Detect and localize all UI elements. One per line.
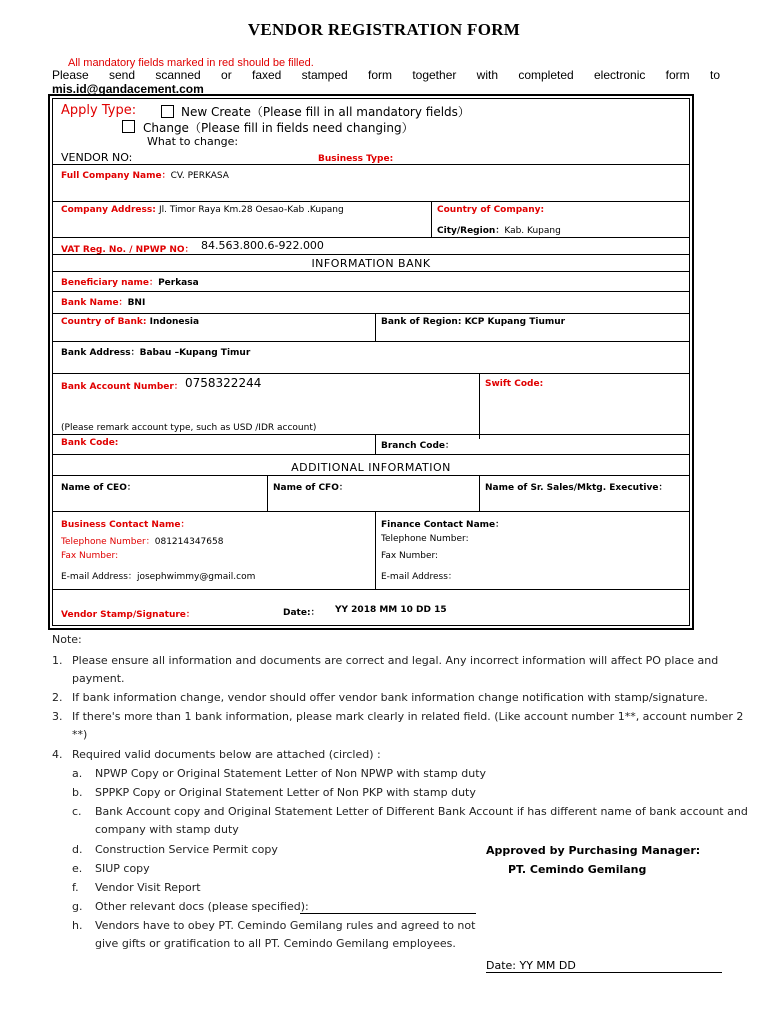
vendor-no-label: VENDOR NO: xyxy=(61,151,133,164)
divider xyxy=(53,511,689,512)
divider-vertical xyxy=(267,475,268,511)
date-label: Date:： xyxy=(283,608,320,618)
form-inner xyxy=(52,98,690,626)
divider xyxy=(53,373,689,374)
divider xyxy=(53,254,689,255)
notes-heading: Note: xyxy=(52,633,82,646)
bank-address-value: Babau –Kupang Timur xyxy=(139,348,251,358)
beneficiary-label: Beneficiary name：Perkasa xyxy=(61,278,199,288)
form-frame xyxy=(48,94,694,630)
divider xyxy=(53,291,689,292)
what-to-change-label: What to change: xyxy=(147,135,239,148)
approved-by-label: Approved by Purchasing Manager: xyxy=(486,844,701,857)
bank-code-label: Bank Code: xyxy=(61,438,119,448)
divider xyxy=(53,589,689,590)
divider xyxy=(53,201,689,202)
bank-name-label: Bank Name：BNI xyxy=(61,298,146,308)
divider-vertical xyxy=(375,434,376,454)
send-email: mis.id@gandacement.com xyxy=(52,82,204,96)
other-docs-underline xyxy=(300,913,476,914)
approval-date: Date: YY MM DD xyxy=(486,959,722,973)
divider xyxy=(53,434,689,435)
vat-value: 84.563.800.6-922.000 xyxy=(201,239,324,252)
telephone-value: 081214347658 xyxy=(154,537,224,547)
divider-vertical xyxy=(375,511,376,589)
cfo-label: Name of CFO： xyxy=(273,483,348,493)
send-instructions: Please send scanned or faxed stamped form together with completed electronic form to xyxy=(52,68,720,82)
country-of-bank-label: Country of Bank: Indonesia xyxy=(61,317,200,327)
divider xyxy=(53,454,689,455)
form-title: VENDOR REGISTRATION FORM xyxy=(247,20,521,39)
additional-information-heading: ADDITIONAL INFORMATION xyxy=(291,461,451,474)
branch-code-label: Branch Code： xyxy=(381,441,455,451)
date-value: YY 2018 MM 10 DD 15 xyxy=(335,605,447,615)
company-address-label: Company Address: Jl. Timor Raya Km.28 Oesao-Kab .Kupang xyxy=(61,205,344,215)
sales-executive-label: Name of Sr. Sales/Mktg. Executive： xyxy=(485,483,668,493)
full-company-label: Full Company Name：CV. PERKASA xyxy=(61,171,229,181)
finance-contact-label: Finance Contact Name： xyxy=(381,520,505,530)
beneficiary-value: Perkasa xyxy=(158,278,199,288)
mandatory-note: All mandatory fields marked in red should be filled. xyxy=(68,57,314,69)
city-region-value: Kab. Kupang xyxy=(504,226,561,236)
account-remark: (Please remark account type, such as USD /IDR account) xyxy=(61,423,317,433)
new-create-label: New Create（Please fill in all mandatory fields） xyxy=(181,105,470,119)
business-contact-label: Business Contact Name： xyxy=(61,520,190,530)
finance-email-label: E-mail Address： xyxy=(381,572,457,582)
country-of-bank-value: Indonesia xyxy=(149,317,200,327)
country-of-company-label: Country of Company: xyxy=(437,205,545,215)
city-region-label: City/Region：Kab. Kupang xyxy=(437,226,561,236)
fax-label: Fax Number: xyxy=(61,551,119,561)
divider-vertical xyxy=(479,373,480,439)
new-create-checkbox[interactable] xyxy=(161,105,174,118)
bank-region-value: KCP Kupang Tiumur xyxy=(464,317,566,327)
vendor-stamp-label: Vendor Stamp/Signature： xyxy=(61,610,195,620)
email-label: E-mail Address：josephwimmy@gmail.com xyxy=(61,572,256,582)
divider-vertical xyxy=(479,475,480,511)
bank-region-label: Bank of Region: KCP Kupang Tiumur xyxy=(381,317,566,327)
finance-telephone-label: Telephone Number: xyxy=(381,534,469,544)
finance-fax-label: Fax Number: xyxy=(381,551,439,561)
email-value: josephwimmy@gmail.com xyxy=(136,572,256,582)
bank-account-label: Bank Account Number： xyxy=(61,382,183,392)
divider-vertical xyxy=(375,313,376,341)
approval-company: PT. Cemindo Gemilang xyxy=(508,863,647,876)
bank-name-value: BNI xyxy=(127,298,146,308)
divider xyxy=(53,164,689,165)
ceo-label: Name of CEO： xyxy=(61,483,136,493)
telephone-label: Telephone Number：081214347658 xyxy=(61,537,224,547)
divider xyxy=(53,237,689,238)
divider xyxy=(53,341,689,342)
bank-account-value: 0758322244 xyxy=(185,376,262,390)
divider xyxy=(53,313,689,314)
vat-label: VAT Reg. No. / NPWP NO： xyxy=(61,245,194,255)
divider xyxy=(53,271,689,272)
swift-code-label: Swift Code: xyxy=(485,379,544,389)
change-checkbox[interactable] xyxy=(122,120,135,133)
change-label: Change（Please fill in fields need changing） xyxy=(143,121,414,135)
divider xyxy=(53,475,689,476)
apply-type-label: Apply Type: xyxy=(61,103,137,118)
business-type-label: Business Type: xyxy=(318,154,394,164)
company-address-value: Jl. Timor Raya Km.28 Oesao-Kab .Kupang xyxy=(158,205,344,215)
divider-vertical xyxy=(431,201,432,237)
full-company-value: CV. PERKASA xyxy=(170,171,229,181)
information-bank-heading: INFORMATION BANK xyxy=(311,257,431,270)
bank-address-label: Bank Address：Babau –Kupang Timur xyxy=(61,348,251,358)
